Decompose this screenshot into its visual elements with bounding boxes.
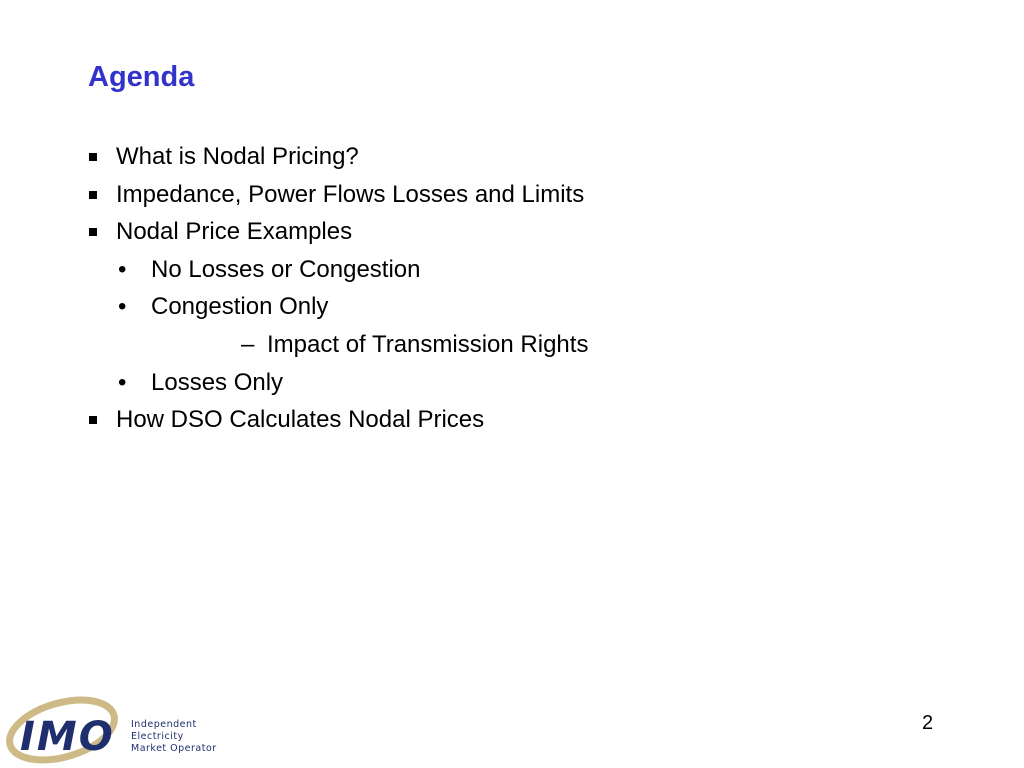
agenda-subitem-text: Congestion Only xyxy=(151,293,329,321)
logo-tagline-line: Electricity xyxy=(131,731,184,742)
logo-tagline-line: Independent xyxy=(131,719,197,730)
logo-tagline xyxy=(131,719,217,755)
imo-logo-mark-icon xyxy=(6,692,130,764)
agenda-item-text: Nodal Price Examples xyxy=(116,218,353,246)
agenda-item xyxy=(0,401,1024,439)
agenda-item-text: Impedance, Power Flows Losses and Limits xyxy=(116,180,585,208)
agenda-item xyxy=(0,176,1024,214)
square-bullet-icon xyxy=(89,228,97,236)
agenda-item-text: What is Nodal Pricing? xyxy=(116,143,359,170)
square-bullet-icon xyxy=(89,416,97,424)
slide-title: Agenda xyxy=(88,61,195,93)
imo-logo xyxy=(6,692,228,764)
square-bullet-icon xyxy=(89,153,97,161)
agenda-subitem xyxy=(0,288,1024,326)
agenda-item-text: How DSO Calculates Nodal Prices xyxy=(116,406,485,434)
logo-tagline-line: Market Operator xyxy=(131,743,217,754)
agenda-subitem-text: Losses Only xyxy=(151,368,284,396)
round-bullet-icon: • xyxy=(118,293,127,321)
agenda-subitem xyxy=(0,251,1024,289)
agenda-subsubitem xyxy=(0,326,1024,364)
square-bullet-icon xyxy=(89,191,97,199)
agenda-list xyxy=(0,138,1024,439)
round-bullet-icon: • xyxy=(118,255,127,283)
dash-bullet-icon: – xyxy=(241,330,255,358)
svg-text:IMO: IMO xyxy=(20,714,115,760)
agenda-subitem xyxy=(0,364,1024,402)
agenda-item xyxy=(0,138,1024,176)
agenda-subsubitem-text: Impact of Transmission Rights xyxy=(267,330,589,358)
round-bullet-icon: • xyxy=(118,368,127,396)
agenda-item xyxy=(0,213,1024,251)
agenda-subitem-text: No Losses or Congestion xyxy=(151,255,421,283)
page-number: 2 xyxy=(922,712,934,734)
